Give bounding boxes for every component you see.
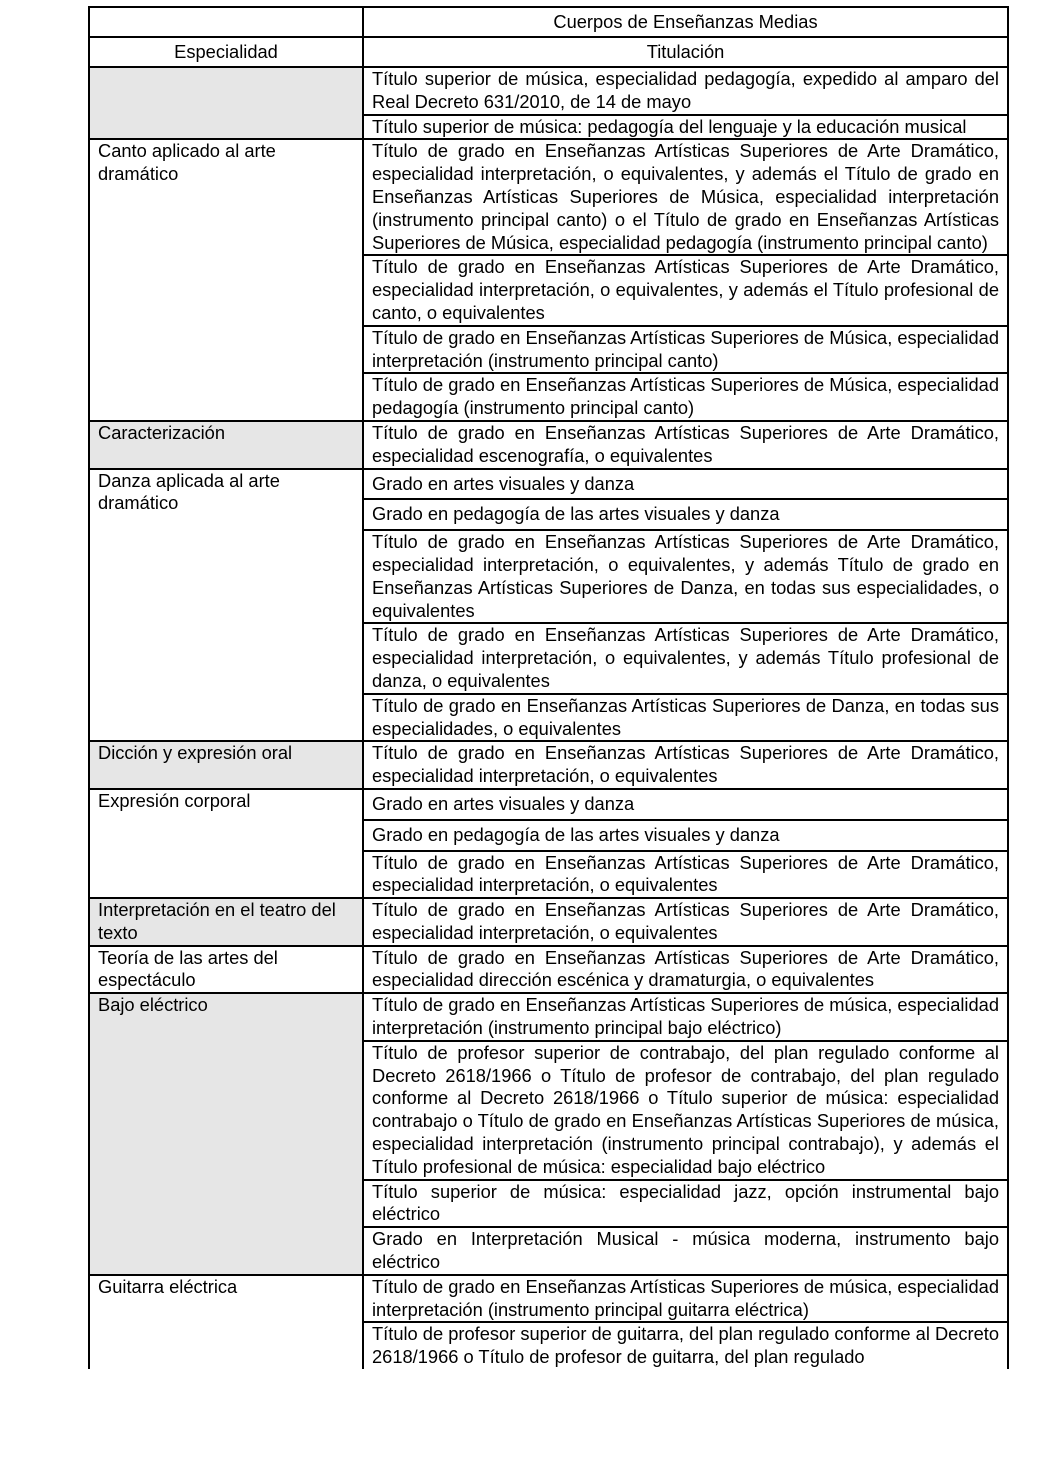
header-row-cuerpo	[89, 7, 1008, 37]
table-body	[89, 7, 1008, 1369]
titulacion-cell: Título superior de música: pedagogía del lenguaje y la educación musical	[363, 115, 1008, 140]
table-row	[89, 67, 1008, 115]
table-row	[89, 741, 1008, 789]
especialidad-cell: Caracterización	[89, 421, 363, 469]
titulacion-cell: Título de profesor superior de contrabajo, del plan regulado conforme al Decreto 2618/1966 o Título de profesor de contrabajo, del plan regulado conforme al Decreto 2618/1966 o Título superior de música: especialidad contrabajo o Título de grado en Enseñanzas Artísticas Superiores de música, especialidad interpretación (instrumento principal contrabajo), y además el Título profesional de música: especialidad bajo eléctrico	[363, 1041, 1008, 1180]
especialidad-cell: Teoría de las artes del espectáculo	[89, 946, 363, 994]
especialidad-cell: Bajo eléctrico	[89, 993, 363, 1275]
titulacion-cell: Título de grado en Enseñanzas Artísticas Superiores de Arte Dramático, especialidad interpretación, o equivalentes, y además Título de grado en Enseñanzas Artísticas Superiores de Danza, en todas sus especialidades, o equivalentes	[363, 530, 1008, 623]
titulaciones-table	[88, 6, 1009, 1369]
header-titulacion: Titulación	[363, 37, 1008, 67]
table-row	[89, 898, 1008, 946]
especialidad-cell: Interpretación en el teatro del texto	[89, 898, 363, 946]
titulacion-cell: Título de grado en Enseñanzas Artísticas Superiores de Arte Dramático, especialidad interpretación, o equivalentes, y además el Título de grado en Enseñanzas Artísticas Superiores de Música, especialidad interpretación (instrumento principal canto) o el Título de grado en Enseñanzas Artísticas Superiores de Música, especialidad pedagogía (instrumento principal canto)	[363, 139, 1008, 255]
header-row-columns	[89, 37, 1008, 67]
table-row	[89, 469, 1008, 500]
titulacion-cell: Título de grado en Enseñanzas Artísticas Superiores de Arte Dramático, especialidad interpretación, o equivalentes	[363, 898, 1008, 946]
especialidad-cell	[89, 67, 363, 139]
titulacion-cell: Título superior de música: especialidad jazz, opción instrumental bajo eléctrico	[363, 1180, 1008, 1228]
titulacion-cell: Título de grado en Enseñanzas Artísticas Superiores de Música, especialidad interpretación (instrumento principal canto)	[363, 326, 1008, 374]
titulacion-cell: Título de grado en Enseñanzas Artísticas Superiores de Arte Dramático, especialidad interpretación, o equivalentes, y además el Título profesional de canto, o equivalentes	[363, 255, 1008, 325]
table-row	[89, 993, 1008, 1041]
titulacion-cell: Grado en Interpretación Musical - música moderna, instrumento bajo eléctrico	[363, 1227, 1008, 1275]
titulacion-cell: Grado en artes visuales y danza	[363, 469, 1008, 500]
titulacion-cell: Título de grado en Enseñanzas Artísticas Superiores de Arte Dramático, especialidad interpretación, o equivalentes	[363, 851, 1008, 899]
titulacion-cell: Grado en pedagogía de las artes visuales y danza	[363, 820, 1008, 851]
titulacion-cell: Título de grado en Enseñanzas Artísticas Superiores de música, especialidad interpretación (instrumento principal guitarra eléctrica)	[363, 1275, 1008, 1323]
titulacion-cell: Título de grado en Enseñanzas Artísticas Superiores de Arte Dramático, especialidad dirección escénica y dramaturgia, o equivalentes	[363, 946, 1008, 994]
titulacion-cell: Título de grado en Enseñanzas Artísticas Superiores de Arte Dramático, especialidad interpretación, o equivalentes, y además Título profesional de danza, o equivalentes	[363, 623, 1008, 693]
titulacion-cell: Título superior de música, especialidad pedagogía, expedido al amparo del Real Decreto 631/2010, de 14 de mayo	[363, 67, 1008, 115]
header-empty-cell	[89, 7, 363, 37]
especialidad-cell: Dicción y expresión oral	[89, 741, 363, 789]
titulacion-cell: Título de grado en Enseñanzas Artísticas Superiores de música, especialidad interpretación (instrumento principal bajo eléctrico)	[363, 993, 1008, 1041]
titulacion-cell: Grado en artes visuales y danza	[363, 789, 1008, 820]
table-row	[89, 421, 1008, 469]
table-row	[89, 946, 1008, 994]
titulacion-cell: Grado en pedagogía de las artes visuales y danza	[363, 499, 1008, 530]
table-row	[89, 789, 1008, 820]
header-especialidad: Especialidad	[89, 37, 363, 67]
table-row	[89, 139, 1008, 255]
header-cuerpo: Cuerpos de Enseñanzas Medias	[363, 7, 1008, 37]
especialidad-cell: Danza aplicada al arte dramático	[89, 469, 363, 742]
titulacion-cell: Título de grado en Enseñanzas Artísticas Superiores de Música, especialidad pedagogía (instrumento principal canto)	[363, 373, 1008, 421]
titulacion-cell: Título de profesor superior de guitarra, del plan regulado conforme al Decreto 2618/1966 o Título de profesor de guitarra, del plan regulado	[363, 1322, 1008, 1369]
titulacion-cell: Título de grado en Enseñanzas Artísticas Superiores de Arte Dramático, especialidad escenografía, o equivalentes	[363, 421, 1008, 469]
especialidad-cell: Guitarra eléctrica	[89, 1275, 363, 1369]
especialidad-cell: Canto aplicado al arte dramático	[89, 139, 363, 421]
especialidad-cell: Expresión corporal	[89, 789, 363, 898]
table-row	[89, 1275, 1008, 1323]
titulacion-cell: Título de grado en Enseñanzas Artísticas Superiores de Danza, en todas sus especialidades, o equivalentes	[363, 694, 1008, 742]
titulacion-cell: Título de grado en Enseñanzas Artísticas Superiores de Arte Dramático, especialidad interpretación, o equivalentes	[363, 741, 1008, 789]
